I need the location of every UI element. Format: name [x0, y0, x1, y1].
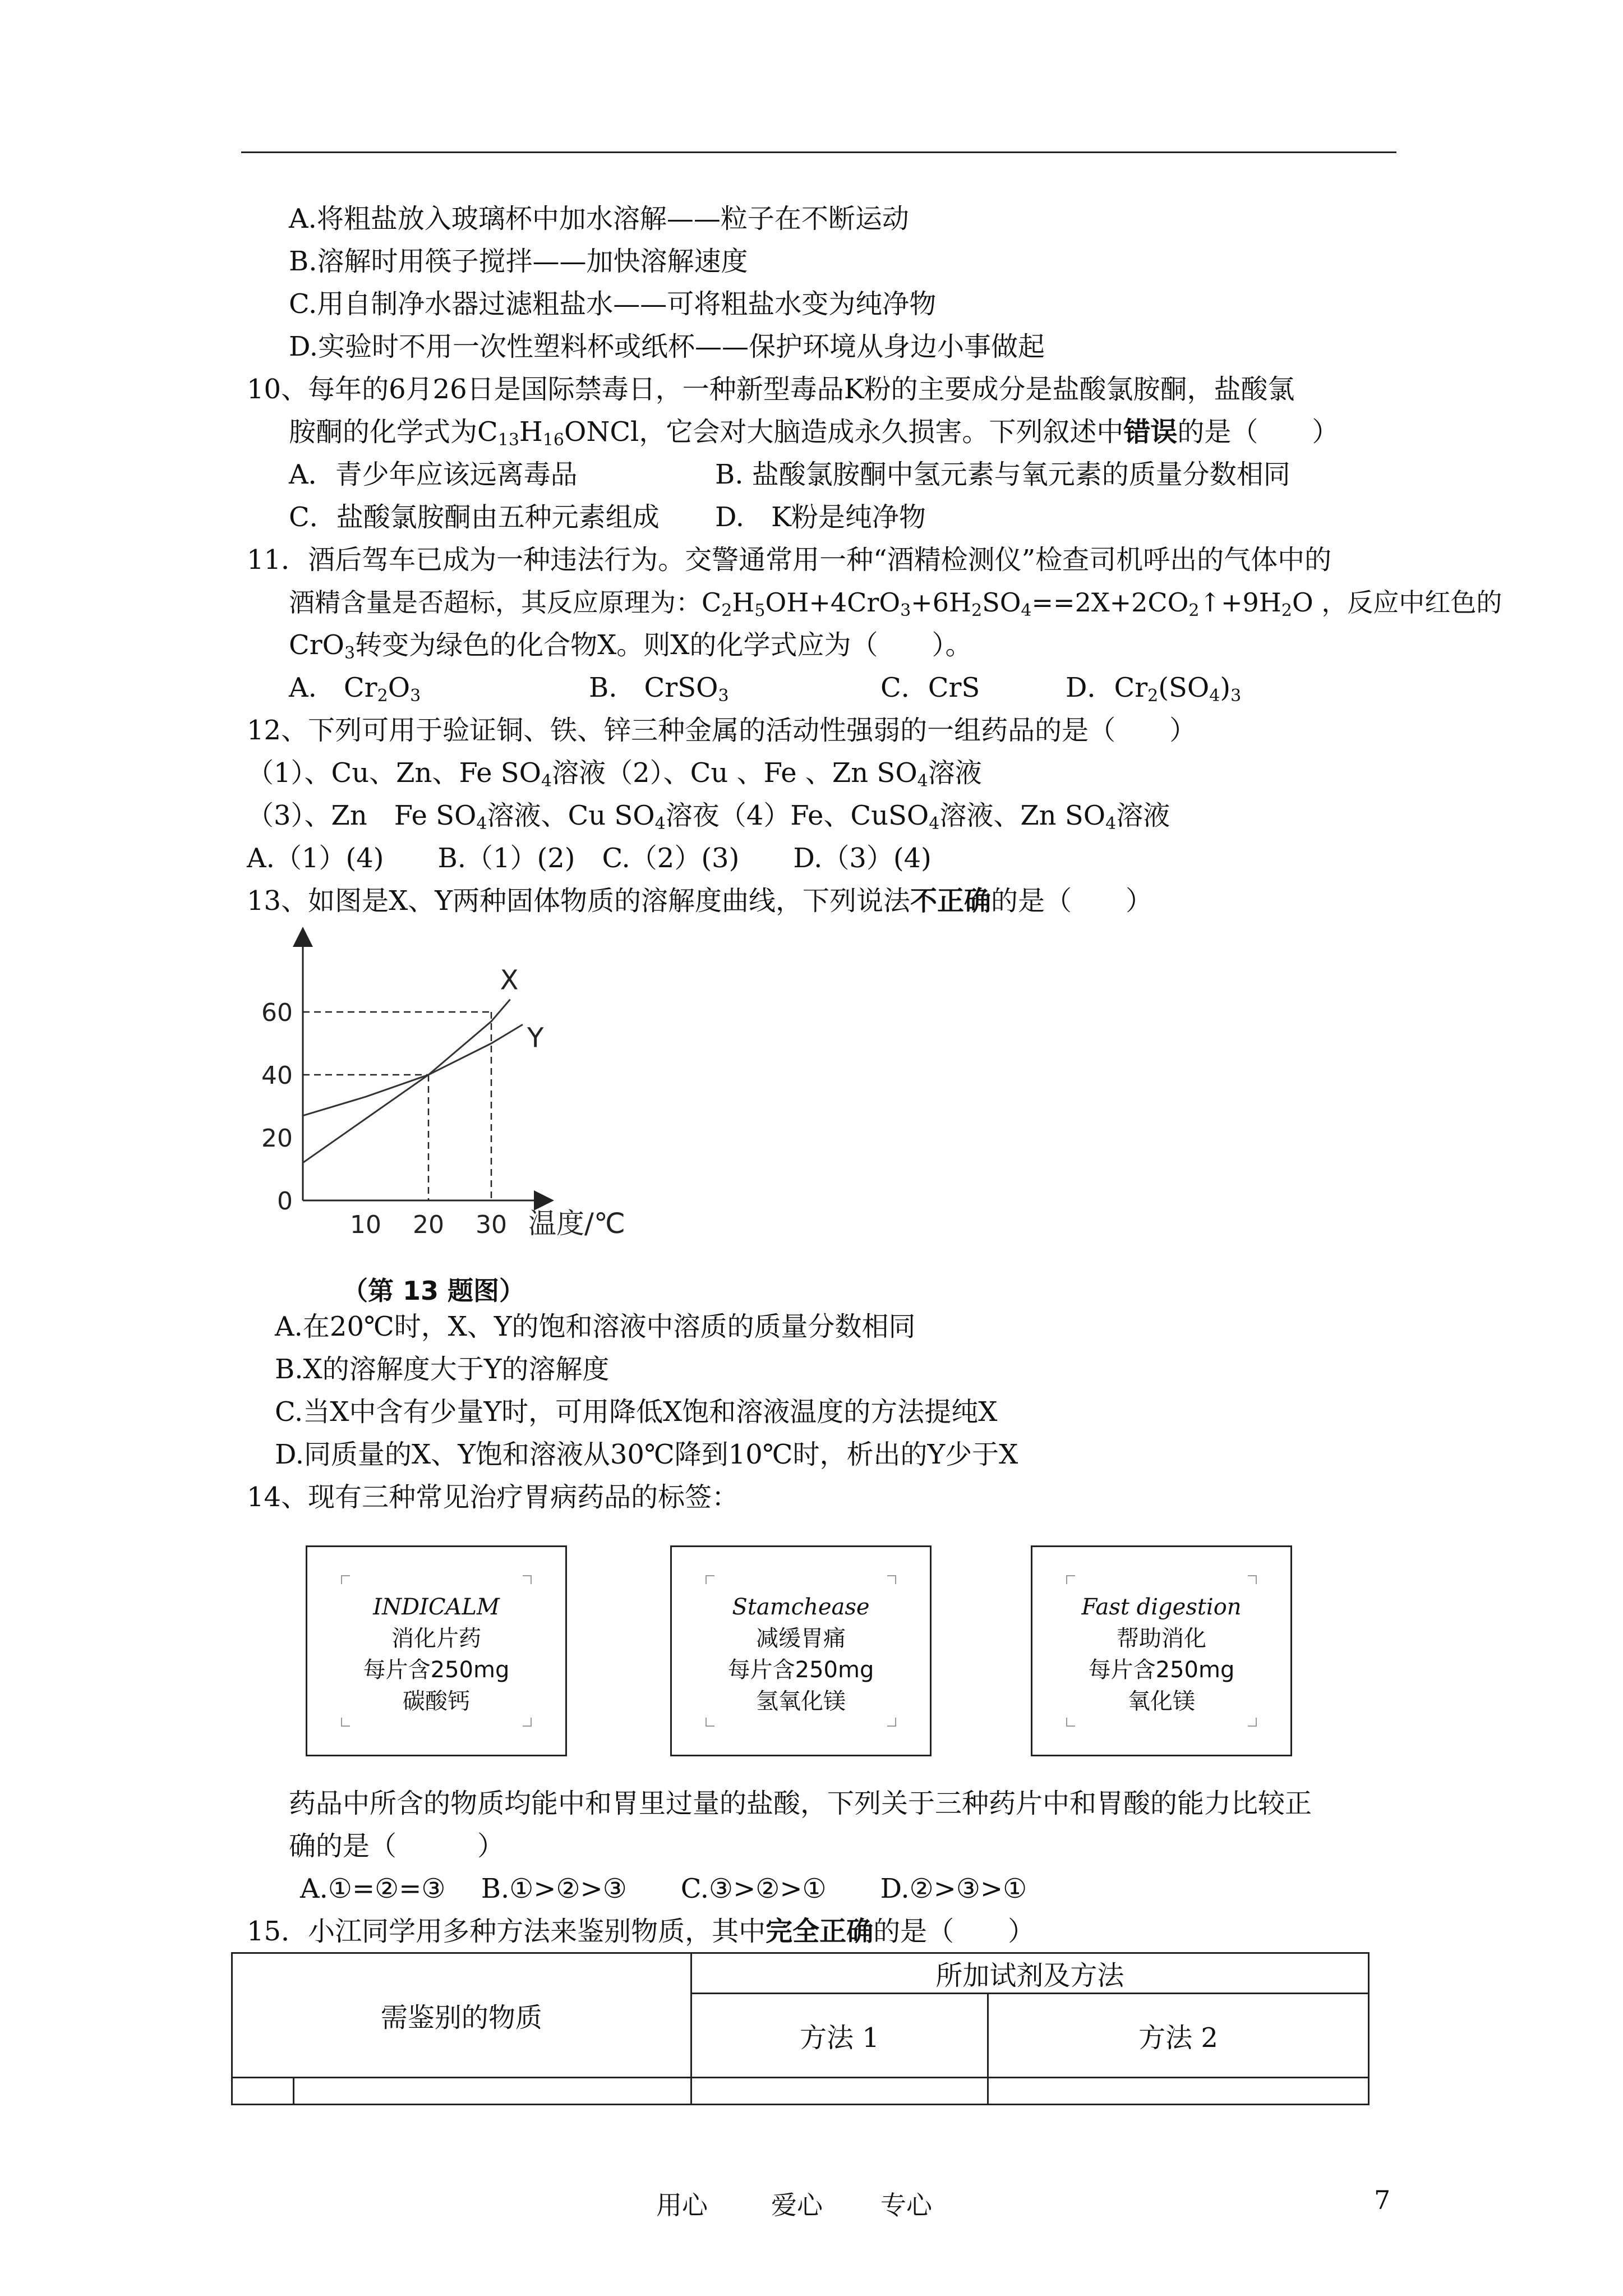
- x-tick-label: 30: [476, 1211, 507, 1239]
- q10-option-b: B. 盐酸氯胺酮中氢元素与氧元素的质量分数相同: [715, 459, 1290, 490]
- drug-label-2-ingredient: 氢氧化镁: [756, 1688, 846, 1714]
- q13-option-c: C.当X中含有少量Y时，可用降低X饱和溶液温度的方法提纯X: [275, 1396, 998, 1428]
- drug-label-1-dose: 每片含250mg: [363, 1657, 510, 1683]
- chart-ticks: [261, 999, 625, 1240]
- drug-label-3-ingredient: 氧化镁: [1128, 1688, 1195, 1714]
- q15-header-substance: 需鉴别的物质: [232, 1953, 691, 2078]
- q13-option-b: B.X的溶解度大于Y的溶解度: [275, 1354, 610, 1385]
- q13-option-d: D.同质量的X、Y饱和溶液从30℃降到10℃时，析出的Y少于X: [275, 1439, 1018, 1470]
- figure-caption: （第 13 题图）: [342, 1276, 525, 1306]
- drug-label-1-ingredient: 碳酸钙: [403, 1688, 470, 1714]
- q9-option-b: B.溶解时用筷子搅拌——加快溶解速度: [289, 246, 748, 277]
- drug-label-3-brand: Fast digestion: [1081, 1594, 1242, 1620]
- curve-x: [303, 1000, 510, 1163]
- q12-stem: 12、下列可用于验证铜、铁、锌三种金属的活动性强弱的一组药品的是（ ）: [247, 715, 1197, 746]
- q15-row-substance: [293, 2078, 691, 2105]
- q10-option-a: A．青少年应该远离毒品: [289, 459, 578, 490]
- solubility-chart: [247, 926, 651, 1262]
- drug-label-2-use: 减缓胃痛: [756, 1626, 846, 1651]
- q10-option-c: C．盐酸氯胺酮由五种元素组成: [289, 501, 660, 533]
- drug-label-3-use: 帮助消化: [1117, 1626, 1206, 1651]
- y-tick-label: 40: [261, 1061, 293, 1090]
- q13-emphasis: 不正确: [910, 885, 991, 917]
- drug-label-1-brand: INDICALM: [373, 1594, 500, 1620]
- q11-option-c: C．CrS: [880, 672, 980, 703]
- y-tick-label: 20: [261, 1124, 293, 1153]
- q15-row-index: [232, 2078, 294, 2105]
- q15-row-method1: [691, 2078, 988, 2105]
- q14-answers: A.①=②=③ B.①>②>③ C.③>②>① D.②>③>①: [300, 1873, 1027, 1904]
- q11-stem-line3: CrO$_3$转变为绿色的化合物X。则X的化学式应为（ ）。: [289, 629, 972, 663]
- page-number: 7: [1374, 2185, 1391, 2215]
- footer-mid: 爱心: [771, 2190, 823, 2220]
- q12-set-3-4: （3）、Zn Fe $SO_4$溶液、Cu $SO_4$溶夜（4）Fe、CuSO$_4$溶液、Zn $SO_4$溶液: [247, 800, 1170, 834]
- series-label-y: Y: [527, 1022, 544, 1054]
- drug-label-1-use: 消化片药: [391, 1626, 481, 1651]
- y-tick-label: 60: [261, 999, 293, 1027]
- series-label-x: X: [500, 964, 519, 996]
- q15-header-method1: 方法 1: [691, 1994, 988, 2078]
- q14-text-line1: 药品中所含的物质均能中和胃里过量的盐酸，下列关于三种药片中和胃酸的能力比较正: [289, 1788, 1312, 1819]
- q12-answers: A.（1）(4) B.（1）(2) C.（2）(3) D.（3）(4): [247, 843, 932, 874]
- q15-table: [231, 1952, 1370, 2105]
- q14-text-line2: 确的是（ ）: [289, 1830, 505, 1862]
- q9-option-c: C.用自制净水器过滤粗盐水——可将粗盐水变为纯净物: [289, 288, 937, 320]
- chart-curves: [303, 965, 544, 1163]
- q13-option-a: A.在20℃时，X、Y的饱和溶液中溶质的质量分数相同: [275, 1311, 916, 1342]
- header-rule: [241, 151, 1396, 153]
- q11-stem-line2: 酒精含量是否超标，其反应原理为：$C_2H_5OH+4CrO_3+6H_2SO_4==2X+2CO_2↑+9H_2O$ ，反应中红色的: [289, 587, 1502, 620]
- q10-stem-line2: 胺酮的化学式为$C_{13}H_{16}ONCl$，它会对大脑造成永久损害。下列叙述中错误的是（ ）: [289, 416, 1339, 450]
- q15-header-method2: 方法 2: [988, 1994, 1368, 2078]
- q10-option-d: D. K粉是纯净物: [715, 501, 926, 533]
- q15-row-method2: [988, 2078, 1368, 2105]
- drug-label-1: [306, 1545, 567, 1756]
- q9-option-d: D.实验时不用一次性塑料杯或纸杯——保护环境从身边小事做起: [289, 331, 1045, 362]
- q11-option-a: A. $Cr_2O_3$: [289, 672, 421, 706]
- q15-emphasis: 完全正确: [766, 1916, 874, 1947]
- q14-stem: 14、现有三种常见治疗胃病药品的标签：: [247, 1481, 739, 1513]
- q11-option-d: D．$Cr_2(SO_4)_3$: [1066, 672, 1242, 706]
- q9-option-a: A.将粗盐放入玻璃杯中加水溶解——粒子在不断运动: [289, 203, 909, 234]
- q10-emphasis: 错误: [1123, 416, 1178, 448]
- q12-set-1-2: （1）、Cu、Zn、Fe $SO_4$溶液（2）、Cu 、Fe 、Zn $SO_4$溶液: [247, 757, 982, 791]
- drug-label-2: [670, 1545, 932, 1756]
- q15-header-methods: 所加试剂及方法: [691, 1953, 1368, 1994]
- x-tick-label: 20: [413, 1211, 444, 1239]
- footer-left: 用心: [656, 2190, 708, 2220]
- x-axis-label: 温度/℃: [528, 1207, 625, 1240]
- q13-stem: 13、如图是X、Y两种固体物质的溶解度曲线，下列说法不正确的是（ ）: [247, 885, 1152, 917]
- y-tick-label: 0: [277, 1187, 293, 1216]
- drug-label-2-dose: 每片含250mg: [727, 1657, 874, 1683]
- q15-stem: 15．小江同学用多种方法来鉴别物质，其中完全正确的是（ ）: [247, 1916, 1035, 1947]
- q11-option-b: B. CrSO$_3$: [589, 672, 729, 706]
- drug-label-3-dose: 每片含250mg: [1088, 1657, 1235, 1683]
- x-tick-label: 10: [350, 1211, 381, 1239]
- drug-label-3: [1031, 1545, 1292, 1756]
- footer-right: 专心: [880, 2190, 932, 2220]
- curve-y: [303, 1024, 523, 1115]
- q10-stem-line1: 10、每年的6月26日是国际禁毒日，一种新型毒品K粉的主要成分是盐酸氯胺酮，盐酸氯: [247, 374, 1295, 405]
- q11-stem-line1: 11．酒后驾车已成为一种违法行为。交警通常用一种“酒精检测仪”检查司机呼出的气体中的: [247, 544, 1332, 576]
- chart-guides: [303, 1012, 491, 1200]
- drug-label-2-brand: Stamchease: [732, 1594, 870, 1620]
